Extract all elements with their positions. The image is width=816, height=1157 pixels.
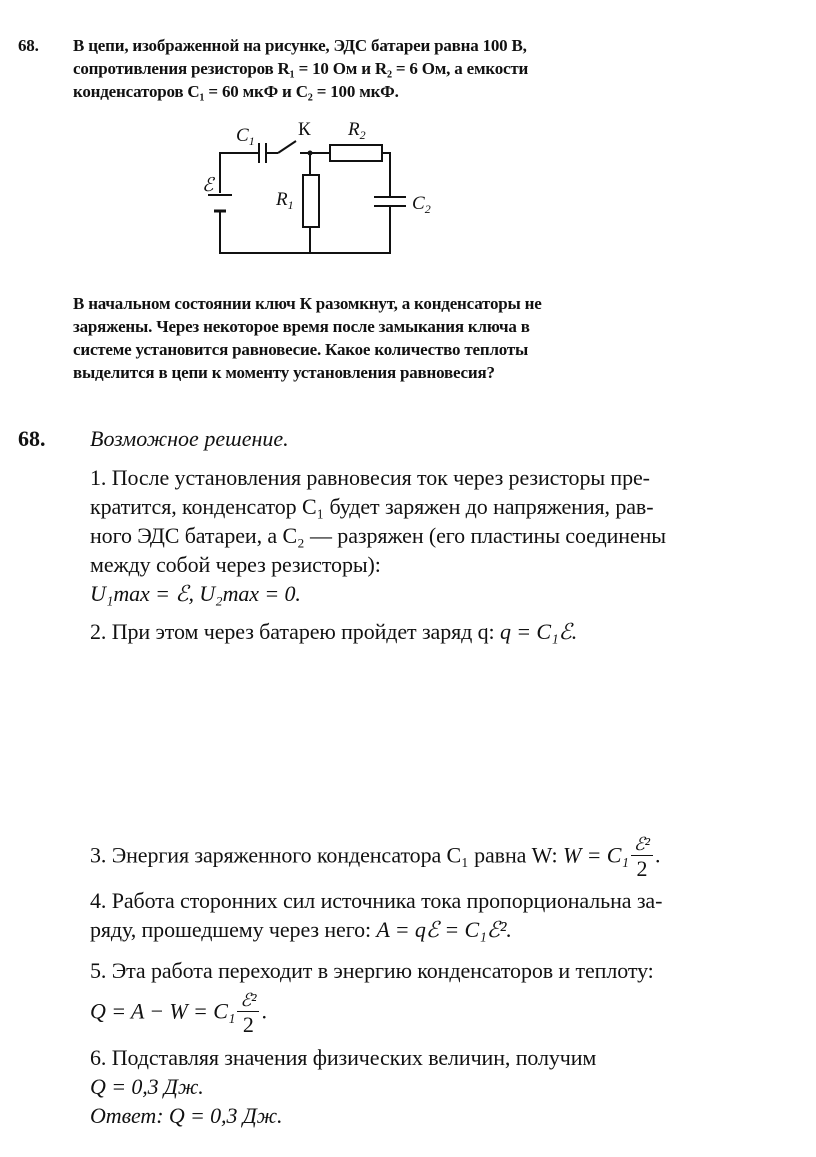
text-line: кратится, конденсатор C₁ будет заряжен до напряжения, рав- — [90, 494, 654, 519]
formula: A = qℰ = C₁ℰ². — [376, 917, 512, 942]
resistor-r1 — [303, 175, 319, 227]
key-label: К — [298, 119, 311, 140]
fraction: $\frac{\text{ℰ²}}{2}$ — [631, 835, 653, 880]
circuit-diagram — [190, 115, 450, 265]
switch-k — [278, 141, 296, 153]
emf-label: ℰ — [202, 175, 214, 196]
formula: W = C₁ — [562, 842, 629, 868]
text-line: 2. При этом через батарею пройдет заряд q: — [90, 619, 495, 644]
text-line: 1. После установления равновесия ток через резисторы пре- — [90, 465, 650, 490]
problem-line: сопротивления резисторов R₁ = 10 Ом и R₂ = 6 Ом, а емкости — [73, 59, 529, 78]
problem-text — [73, 34, 593, 103]
r2-label: $R_2$ — [348, 119, 366, 142]
solution-step-6 — [90, 1043, 730, 1130]
wire — [220, 153, 259, 193]
formula: Q = 0,3 Дж. — [90, 1074, 204, 1099]
problem-number: 68. — [18, 36, 39, 55]
problem-line: В цепи, изображенной на рисунке, ЭДС батареи равна 100 В, — [73, 36, 527, 55]
problem-line: заряжены. Через некоторое время после замыкания ключа в — [73, 317, 530, 336]
answer-value: Q = 0,3 Дж. — [168, 1103, 283, 1128]
problem-line: В начальном состоянии ключ К разомкнут, а конденсаторы не — [73, 294, 542, 313]
solution-number: 68. — [18, 426, 46, 451]
answer-label: Ответ: — [90, 1103, 164, 1128]
fraction: $\frac{\text{ℰ²}}{2}$ — [237, 991, 259, 1036]
text-line: 4. Работа сторонних сил источника тока пропорциональна за- — [90, 888, 663, 913]
r1-label: $R_1$ — [276, 189, 294, 212]
wire — [382, 153, 390, 197]
problem-line: системе установится равновесие. Какое количество теплоты — [73, 340, 529, 359]
text-line: 6. Подставляя значения физических величин, получим — [90, 1045, 597, 1070]
formula: Q = A − W = C₁ — [90, 998, 236, 1024]
text-line: 3. Энергия заряженного конденсатора C₁ равна W: — [90, 842, 558, 868]
wire — [220, 206, 390, 253]
resistor-r2 — [330, 145, 382, 161]
solution-step-5: 5. Эта работа переходит в энергию конденсаторов и теплоту: Q = A − W = C₁ $\frac{\text{ℰ²}}{2}$ . — [90, 956, 730, 1036]
solution-step-2 — [90, 617, 710, 646]
text-line: 5. Эта работа переходит в энергию конденсаторов и теплоту: — [90, 958, 654, 983]
c1-label: $C_1$ — [236, 125, 255, 148]
solution-step-1 — [90, 463, 710, 608]
problem-line: выделится в цепи к моменту установления равновесия? — [73, 363, 495, 382]
problem-text-continued — [73, 292, 593, 384]
c2-label: $C_2$ — [412, 193, 431, 216]
text-line: ного ЭДС батареи, а C₂ — разряжен (его пластины соединены — [90, 523, 666, 548]
formula: q = C₁ℰ. — [499, 619, 578, 644]
solution-step-3: 3. Энергия заряженного конденсатора C₁ равна W: W = C₁ $\frac{\text{ℰ²}}{2}$ . — [90, 834, 661, 881]
solution-heading: Возможное решение. — [90, 426, 289, 451]
text-line: ряду, прошедшему через него: — [90, 917, 371, 942]
problem-line: конденсаторов C₁ = 60 мкФ и C₂ = 100 мкФ. — [73, 82, 399, 101]
formula: U₁max = ℰ, U₂max = 0. — [90, 581, 301, 606]
junction-dot — [308, 151, 313, 156]
solution-step-4 — [90, 886, 710, 944]
text-line: между собой через резисторы): — [90, 552, 381, 577]
